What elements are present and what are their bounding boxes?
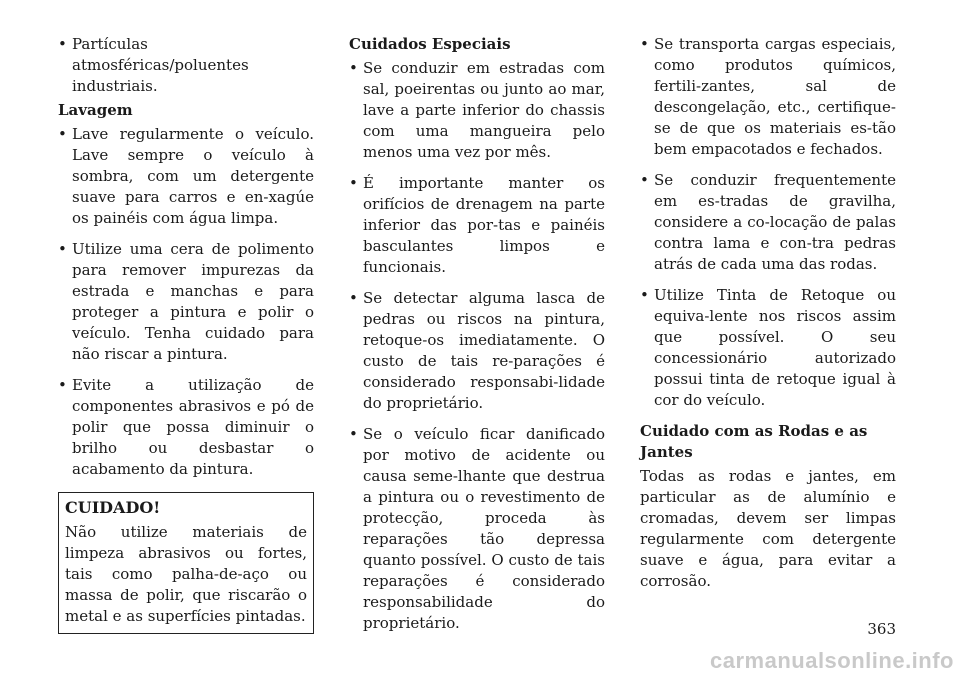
watermark: carmanualsonline.info	[710, 648, 954, 673]
list-item: • Se detectar alguma lasca de pedras ou riscos na pintura, retoque-os imediatamente. O custo de tais re-parações é considerado responsabi-lidade do proprietário.	[349, 288, 605, 414]
caution-title: CUIDADO!	[65, 498, 161, 517]
list-item: • Se transporta cargas especiais, como produtos químicos, fertili-zantes, sal de descongelação, etc., certifique-se de que os materiais es-tão bem empacotados e fechados.	[640, 34, 896, 160]
list-item: • Se conduzir frequentemente em es-tradas de gravilha, considere a co-locação de palas contra lama e con-tra pedras atrás de cada uma das rodas.	[640, 170, 896, 275]
paragraph: Todas as rodas e jantes, em particular as de alumínio e cromadas, devem ser limpas regularmente com detergente suave e água, para evitar a corrosão.	[640, 467, 896, 590]
list-item: • Utilize Tinta de Retoque ou equiva-lente nos riscos assim que possível. O seu concessionário autorizado possui tinta de retoque igual à cor do veículo.	[640, 285, 896, 411]
list-item: • Partículas atmosféricas/poluentes industriais.	[58, 34, 314, 97]
section-heading-rodas-jantes: Cuidado com as Rodas e as Jantes	[640, 422, 868, 461]
page-number: 363	[867, 620, 896, 638]
section-heading-cuidados-especiais: Cuidados Especiais	[349, 35, 511, 53]
caution-box	[58, 492, 314, 634]
section-heading-lavagem: Lavagem	[58, 101, 133, 119]
caution-text: Não utilize materiais de limpeza abrasivos ou fortes, tais como palha-de-aço ou massa de polir, que riscarão o metal e as superfícies pintadas.	[65, 523, 307, 625]
list-item: • Se conduzir em estradas com sal, poeirentas ou junto ao mar, lave a parte inferior do chassis com uma mangueira pelo menos uma vez por mês.	[349, 58, 605, 163]
list-item: • É importante manter os orifícios de drenagem na parte inferior das por-tas e painéis basculantes limpos e funcionais.	[349, 173, 605, 278]
column-2	[349, 34, 605, 644]
list-item: • Se o veículo ficar danificado por motivo de acidente ou causa seme-lhante que destrua a pintura ou o revestimento de protecção, proceda às reparações tão depressa quanto possível. O custo de tais reparações é considerado responsabilidade do proprietário.	[349, 424, 605, 634]
list-item: • Utilize uma cera de polimento para remover impurezas da estrada e manchas e para proteger a pintura e polir o veículo. Tenha cuidado para não riscar a pintura.	[58, 239, 314, 365]
column-3	[640, 34, 896, 592]
list-item: • Evite a utilização de componentes abrasivos e pó de polir que possa diminuir o brilho ou desbastar o acabamento da pintura.	[58, 375, 314, 480]
column-1	[58, 34, 314, 634]
list-item: • Lave regularmente o veículo. Lave sempre o veículo à sombra, com um detergente suave para carros e en-xagúe os painéis com água limpa.	[58, 124, 314, 229]
